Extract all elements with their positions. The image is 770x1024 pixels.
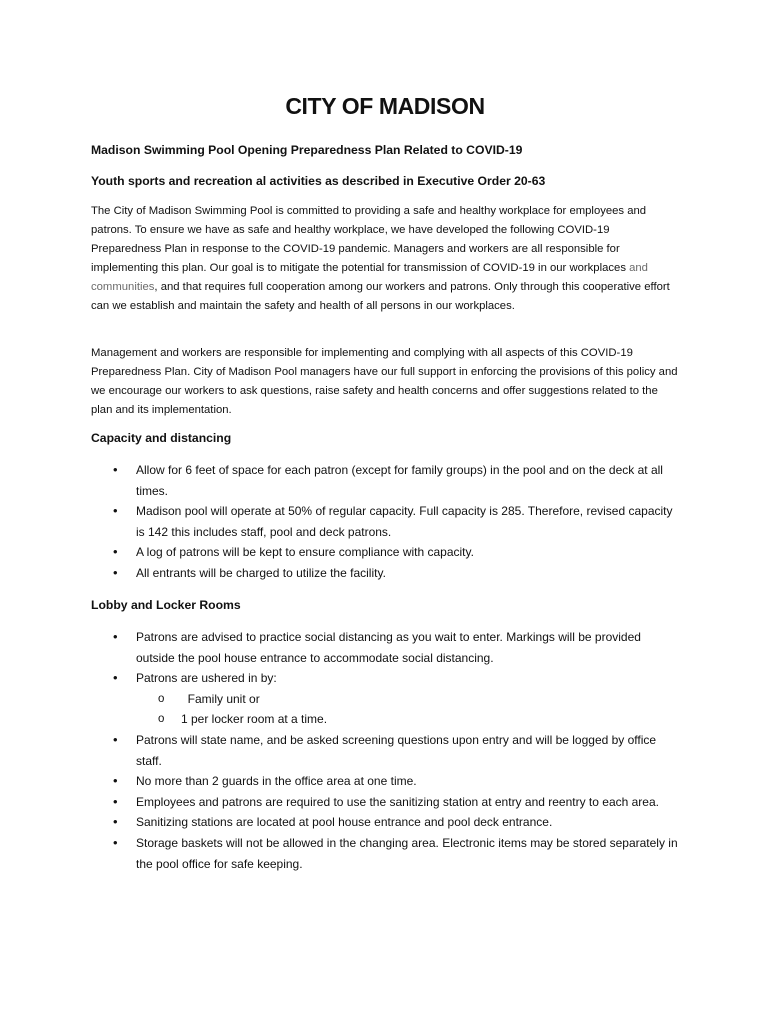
intro-text-start: The City of Madison Swimming Pool is committed to providing a safe and healthy workplace for employees and patrons. To ensure we have as safe and healthy workplace, we have developed the following COVID-19 Preparedness Plan in response to the COVID-19 pandemic. Managers and workers are all responsible for implementing this plan. Our goal is to mitigate the potential for transmission of COVID-19 in our workplaces [91, 205, 647, 274]
list-item: • Patrons are advised to practice social distancing as you wait to enter. Markings will be provided outside the pool house entrance to accommodate social distancing. [91, 627, 681, 668]
list-item [91, 668, 681, 730]
plan-subtitle: Madison Swimming Pool Opening Preparedness Plan Related to COVID-19 [91, 143, 523, 157]
list-item: • Allow for 6 feet of space for each patron (except for family groups) in the pool and on the deck at all times. [91, 460, 681, 501]
capacity-list [91, 460, 681, 584]
list-item: • All entrants will be charged to utilize the facility. [91, 563, 681, 584]
sub-list-item: o 1 per locker room at a time. [136, 709, 681, 730]
list-item-label: Patrons are ushered in by: [136, 671, 277, 686]
intro-text-end: , and that requires full cooperation among our workers and patrons. Only through this cooperative effort can we establish and maintain the safety and health of all persons in our workplaces. [91, 280, 670, 312]
list-item: • No more than 2 guards in the office area at one time. [91, 771, 681, 792]
executive-order-subtitle: Youth sports and recreation al activities as described in Executive Order 20-63 [91, 174, 546, 188]
sub-list-item: o Family unit or [136, 689, 681, 710]
lobby-heading: Lobby and Locker Rooms [91, 598, 241, 612]
list-item: • Employees and patrons are required to use the sanitizing station at entry and reentry to each area. [91, 792, 681, 813]
page-title: CITY OF MADISON [285, 93, 485, 119]
list-item: • Sanitizing stations are located at pool house entrance and pool deck entrance. [91, 812, 681, 833]
lobby-list [91, 627, 681, 874]
intro-text-grey: and communities [91, 261, 648, 293]
responsibility-paragraph: Management and workers are responsible for implementing and complying with all aspects of this COVID-19 Preparedness Plan. City of Madison Pool managers have our full support in enforcing the provisions of this policy and we encourage our workers to ask questions, raise safety and health concerns and offer suggestions related to the plan and its implementation. [91, 347, 678, 416]
intro-paragraph [91, 202, 681, 315]
list-item: • Madison pool will operate at 50% of regular capacity. Full capacity is 285. Therefore, revised capacity is 142 this includes staff, pool and deck patrons. [91, 501, 681, 542]
sub-list [136, 689, 681, 730]
list-item: • Storage baskets will not be allowed in the changing area. Electronic items may be stored separately in the pool office for safe keeping. [91, 833, 681, 874]
list-item: • A log of patrons will be kept to ensure compliance with capacity. [91, 542, 681, 563]
list-item: • Patrons will state name, and be asked screening questions upon entry and will be logged by office staff. [91, 730, 681, 771]
capacity-heading: Capacity and distancing [91, 431, 232, 445]
